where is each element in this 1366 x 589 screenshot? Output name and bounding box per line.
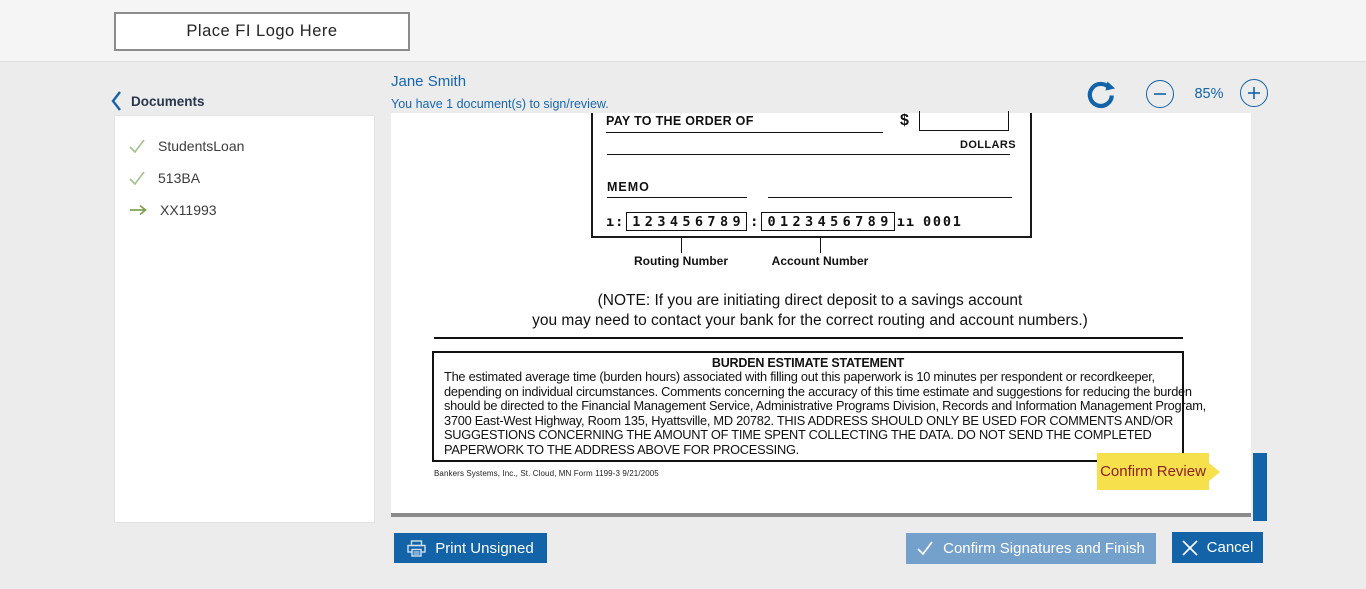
micr-on-us-symbol: ıı	[896, 213, 915, 230]
burden-text-line: 3700 East-West Highway, Room 135, Hyattsville, MD 20782. THIS ADDRESS SHOULD ONLY BE USED FOR COMMENTS AND/OR	[444, 412, 1173, 428]
fi-logo-placeholder-label: Place FI Logo Here	[186, 22, 338, 40]
pay-to-line	[606, 132, 883, 133]
check-icon	[129, 139, 146, 154]
burden-text-line: should be directed to the Financial Management Service, Administrative Programs Division, Records and Information Management Program,	[444, 398, 1206, 414]
check-icon	[917, 541, 934, 556]
burden-text-line: SUGGESTIONS CONCERNING THE AMOUNT OF TIME SPENT COLLECTING THE DATA. DO NOT SEND THE COMPLETED	[444, 427, 1152, 443]
documents-title: Documents	[131, 93, 205, 109]
account-number-label: Account Number	[771, 254, 869, 268]
signature-field-bar[interactable]	[1253, 453, 1267, 521]
dollars-label: DOLLARS	[960, 139, 1016, 151]
minus-icon	[1153, 87, 1167, 101]
zoom-out-button[interactable]	[1146, 80, 1174, 108]
confirm-review-tag[interactable]	[1097, 453, 1209, 490]
printer-icon	[407, 540, 426, 557]
zoom-in-button[interactable]	[1240, 79, 1268, 107]
burden-estimate-box	[432, 351, 1206, 462]
account-leader-line	[820, 238, 821, 253]
burden-text-line: depending on individual circumstances. Comments concerning the accuracy of this time estimate and suggestions for reducing the burden	[444, 383, 1192, 399]
burden-estimate-title: BURDEN ESTIMATE STATEMENT	[711, 356, 905, 370]
sidebar-item-xx11993[interactable]	[115, 194, 374, 226]
refresh-button[interactable]	[1085, 78, 1117, 110]
routing-number-box: 123456789	[626, 212, 747, 231]
check-number: 0001	[923, 213, 963, 230]
sidebar-item-studentsloan[interactable]	[115, 130, 374, 162]
amount-box	[919, 111, 1009, 131]
note-line-1: (NOTE: If you are initiating direct deposit to a savings account	[597, 292, 1023, 309]
burden-text-line: PAPERWORK TO THE ADDRESS ABOVE FOR PROCESSING.	[444, 441, 799, 457]
savings-account-note	[415, 291, 1205, 330]
zoom-level: 85%	[1194, 86, 1224, 102]
sidebar-item-513ba[interactable]	[115, 162, 374, 194]
sidebar-item-label: StudentsLoan	[158, 138, 245, 154]
check-specimen	[591, 113, 1032, 238]
print-unsigned-button[interactable]	[394, 533, 547, 563]
back-chevron-icon[interactable]	[111, 90, 122, 112]
dollars-line	[607, 154, 1010, 155]
user-name: Jane Smith	[391, 73, 467, 90]
memo-label: MEMO	[607, 180, 650, 194]
routing-leader-line	[681, 238, 682, 253]
form-footer-text: Bankers Systems, Inc., St. Cloud, MN Form 1199-3 9/21/2005	[434, 469, 659, 478]
confirm-review-tag-label: Confirm Review	[1100, 463, 1206, 480]
sidebar-item-label: XX11993	[160, 202, 217, 218]
cancel-label: Cancel	[1206, 539, 1254, 556]
dollar-sign: $	[900, 112, 909, 129]
arrow-right-icon	[129, 204, 148, 216]
print-unsigned-label: Print Unsigned	[435, 539, 534, 557]
pay-to-label: PAY TO THE ORDER OF	[606, 114, 754, 128]
cancel-button[interactable]	[1172, 532, 1263, 563]
document-list-panel	[114, 115, 375, 523]
plus-icon	[1247, 86, 1261, 100]
memo-line	[607, 197, 747, 198]
confirm-signatures-finish-button[interactable]	[906, 533, 1156, 564]
signature-line	[768, 197, 1012, 198]
check-icon	[129, 171, 146, 186]
account-number-box: 0123456789	[761, 212, 894, 231]
horizontal-rule	[434, 337, 1183, 339]
refresh-icon	[1085, 78, 1117, 110]
routing-number-label: Routing Number	[634, 254, 728, 268]
documents-to-sign-message: You have 1 document(s) to sign/review.	[391, 97, 609, 111]
confirm-signatures-finish-label: Confirm Signatures and Finish	[943, 540, 1145, 557]
documents-header	[111, 90, 205, 112]
micr-separator: :	[750, 213, 759, 230]
micr-transit-symbol: ı:	[606, 213, 625, 230]
document-viewer[interactable]	[391, 113, 1251, 517]
fi-logo-placeholder	[114, 12, 410, 51]
burden-text-line: The estimated average time (burden hours) associated with filling out this paperwork is 10 minutes per respondent or recordkeeper,	[444, 369, 1155, 384]
micr-line	[604, 212, 963, 231]
top-bar	[0, 0, 1366, 62]
x-icon	[1182, 540, 1198, 556]
note-line-2: you may need to contact your bank for the correct routing and account numbers.)	[532, 311, 1088, 329]
sidebar-item-label: 513BA	[158, 170, 201, 186]
